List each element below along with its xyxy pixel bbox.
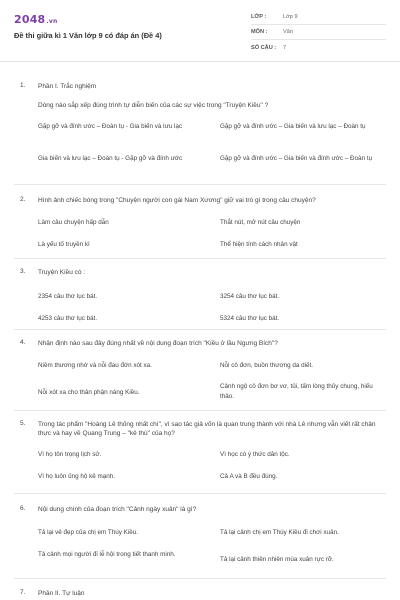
option-a[interactable]: Gặp gỡ và đính ước – Đoàn tụ - Gia biến và lưu lạc <box>38 123 183 130</box>
meta-label: MÔN : <box>251 29 268 35</box>
meta-value: Lớp 9 <box>283 14 298 20</box>
meta-value: Văn <box>283 29 293 35</box>
question-2 <box>20 196 380 205</box>
page-title: Đề thi giữa kì 1 Văn lớp 9 có đáp án (Đề 4) <box>14 31 162 40</box>
question-4 <box>20 339 380 348</box>
question-text: Nhận định nào sau đây đúng nhất về nội dung đoạn trích "Kiều ở lầu Ngưng Bích"? <box>38 340 278 347</box>
option-c[interactable]: Vì họ luôn ủng hộ kẻ mạnh. <box>38 473 116 480</box>
question-number: 1. <box>20 82 26 89</box>
option-b[interactable]: Nỗi cô đơn, buồn thương da diết. <box>220 362 313 369</box>
question-text: Hình ảnh chiếc bóng trong "Chuyện người con gái Nam Xương" giữ vai trò gì trong câu chuyện? <box>38 197 316 204</box>
question-7 <box>20 589 380 598</box>
divider <box>14 578 386 579</box>
logo-suffix: .vn <box>46 18 58 25</box>
meta-label: LỚP : <box>251 14 267 20</box>
question-text: Nội dung chính của đoạn trích "Cảnh ngày xuân" là gì? <box>38 506 197 513</box>
section-heading: Phần I. Trắc nghiệm <box>38 83 97 90</box>
option-d[interactable]: Cả A và B đều đúng. <box>220 473 278 480</box>
option-c[interactable]: 4253 câu thơ lục bát. <box>38 315 98 322</box>
option-c[interactable]: Tả cảnh mọi người đi lễ hội trong tiết thanh minh. <box>38 551 176 558</box>
question-3 <box>20 268 380 277</box>
question-number: 6. <box>20 505 26 512</box>
question-number: 3. <box>20 268 26 275</box>
option-b[interactable]: Vì học có ý thức dân tộc. <box>220 451 290 458</box>
page-header <box>0 0 400 62</box>
option-c[interactable]: Nỗi xót xa cho thân phận nàng Kiều. <box>38 389 140 396</box>
question-5 <box>20 420 380 438</box>
option-a[interactable]: Tả lại vẻ đẹp của chị em Thúy Kiều. <box>38 529 138 536</box>
logo-main: 2048 <box>14 13 46 26</box>
meta-row-count <box>251 40 386 55</box>
meta-value: 7 <box>283 44 287 51</box>
option-a[interactable]: 2354 câu thơ lục bát. <box>38 293 98 300</box>
option-c[interactable]: Là yếu tố truyền kì <box>38 241 90 248</box>
question-text: Truyện Kiều có : <box>38 269 86 276</box>
site-logo[interactable] <box>14 13 57 26</box>
option-d[interactable]: Thể hiện tính cách nhân vật <box>220 241 298 248</box>
option-b[interactable]: 3254 câu thơ lục bát. <box>220 293 280 300</box>
question-number: 4. <box>20 339 26 346</box>
meta-row-class <box>251 10 386 25</box>
option-b[interactable]: Tả lại cảnh chị em Thúy Kiều đi chơi xuân. <box>220 529 339 536</box>
question-6 <box>20 505 380 514</box>
divider <box>14 329 386 330</box>
option-d[interactable]: Gặp gỡ và đính ước – Gia biến và đính ước – Đoàn tụ <box>220 155 373 162</box>
meta-label: SỐ CÂU : <box>251 44 277 51</box>
option-a[interactable]: Làm câu chuyện hấp dẫn <box>38 219 109 226</box>
divider <box>14 184 386 185</box>
option-d[interactable]: Tả lại cảnh thiên nhiên mùa xuân rực rỡ. <box>220 556 334 563</box>
divider <box>14 410 386 411</box>
option-d[interactable]: 5324 câu thơ lục bát. <box>220 315 280 322</box>
question-text: Trong tác phẩm "Hoàng Lê thống nhất chí", vì sao tác giả vốn là quan trung thành với nhà Lê nhưng vẫn viết rất chân thực và hay về Quang Trung – "kẻ thù" của họ? <box>38 421 376 437</box>
option-b[interactable]: Thắt nút, mở nút câu chuyện <box>220 219 301 226</box>
exam-meta <box>251 10 386 55</box>
question-number: 2. <box>20 196 26 203</box>
option-a[interactable]: Niềm thương nhớ và nỗi đau đớn xót xa. <box>38 362 152 369</box>
option-a[interactable]: Vì họ tôn trọng lịch sử. <box>38 451 102 458</box>
question-number: 7. <box>20 589 26 596</box>
option-c[interactable]: Gia biến và lưu lạc – Đoàn tụ - Gặp gỡ và đính ước <box>38 155 183 162</box>
divider <box>14 258 386 259</box>
question-text: Dòng nào sắp xếp đúng trình tự diễn biến của các sự việc trong "Truyện Kiều" ? <box>38 102 269 109</box>
question-1 <box>20 82 380 91</box>
question-number: 5. <box>20 420 26 427</box>
option-b[interactable]: Gặp gỡ và đính ước – Gia biến và lưu lạc – Đoàn tụ <box>220 123 366 130</box>
option-d[interactable]: Cảnh ngộ cô đơn bơ vơ, tủi, tấm lòng thủy chung, hiếu thảo. <box>220 383 373 400</box>
meta-row-subject <box>251 25 386 40</box>
section-heading: Phần II. Tự luận <box>38 590 85 597</box>
divider <box>14 493 386 494</box>
